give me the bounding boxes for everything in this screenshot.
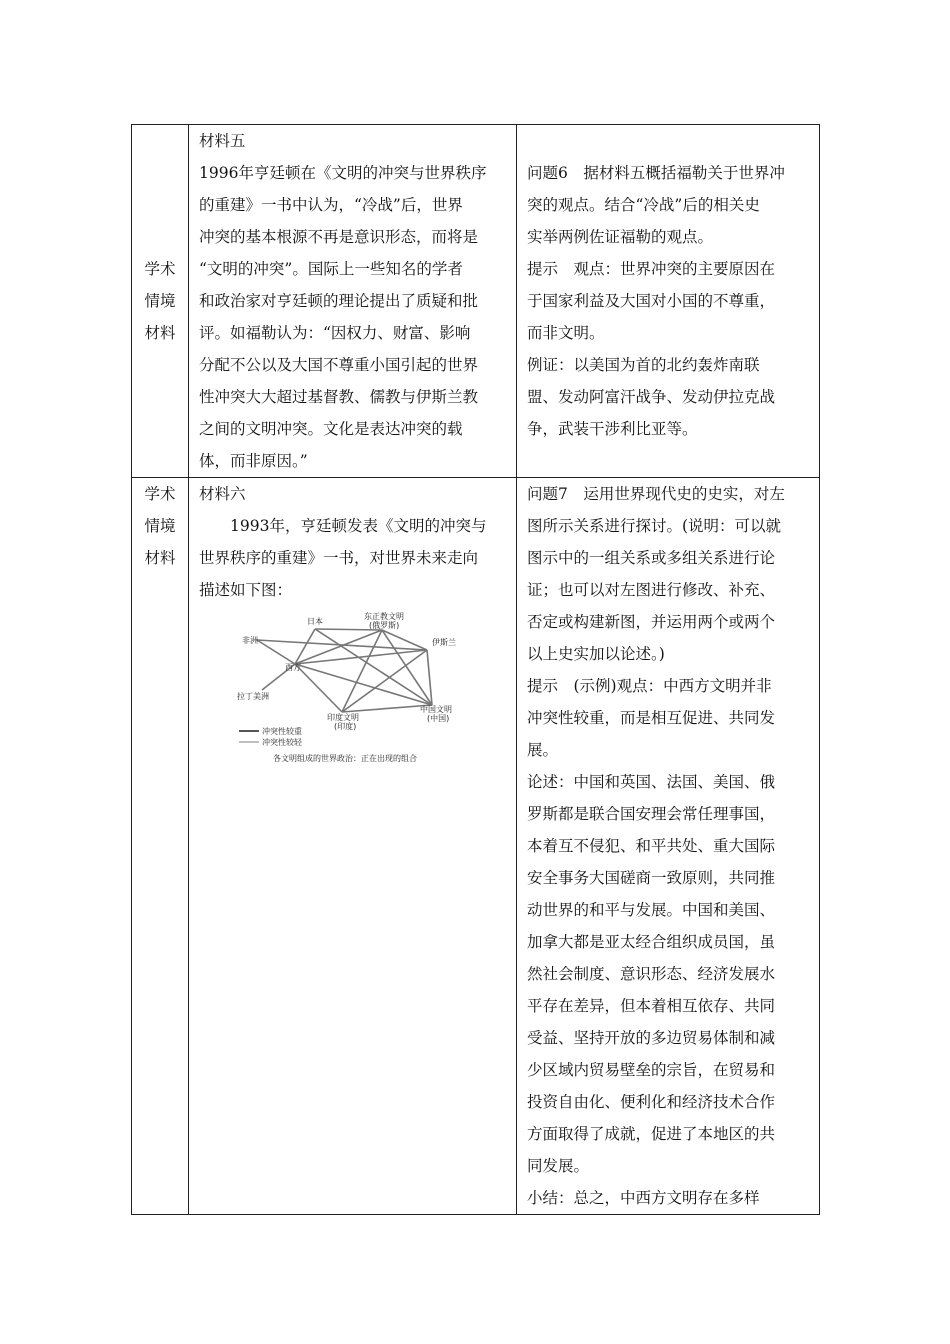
link-islam-india xyxy=(342,650,427,712)
civilization-diagram xyxy=(237,612,467,772)
row-label: 学术 情境 材料 xyxy=(132,125,189,478)
material-cell: 材料六 1993年，亨廷顿发表《文明的冲突与 世界秩序的重建》一书，对世界未来走向 描述如下图： 日本 东正教文明 (俄罗斯) 非洲 伊斯兰 西方 拉丁美洲 印度文明 (印度) 中国文明 (中国) 冲突性较重 冲突性较轻 各文明组成的世界政治：正在出现的组合 xyxy=(189,478,517,1215)
link-india-china xyxy=(342,705,432,712)
diagram-svg xyxy=(237,612,467,772)
content-table xyxy=(131,124,820,1215)
link-islam-china xyxy=(427,650,432,705)
node-africa: 非洲 xyxy=(242,636,258,645)
table-row xyxy=(132,478,820,1215)
row-label: 学术 情境 材料 xyxy=(132,478,189,1215)
node-india: 印度文明 xyxy=(327,713,359,722)
link-west-japan xyxy=(295,629,315,664)
link-orthodox-india xyxy=(342,630,382,712)
node-orthodox-sub: (俄罗斯) xyxy=(369,621,400,630)
node-orthodox: 东正教文明 xyxy=(364,612,404,621)
link-west-africa xyxy=(257,640,295,664)
link-africa-islam xyxy=(257,640,427,650)
material-title: 材料六 xyxy=(199,485,246,503)
node-china-sub: (中国) xyxy=(427,714,450,723)
node-japan: 日本 xyxy=(307,617,323,626)
material-title: 材料五 xyxy=(199,132,246,150)
node-latam: 拉丁美洲 xyxy=(237,692,269,701)
legend-light: 冲突性较轻 xyxy=(262,738,302,747)
node-west: 西方 xyxy=(285,663,301,672)
legend-heavy: 冲突性较重 xyxy=(262,727,302,736)
answer-cell: 问题7 运用世界现代史的史实，对左 图所示关系进行探讨。(说明：可以就 图示中的一组关系或多组关系进行论 证；也可以对左图进行修改、补充、 否定或构建新图，并运用两个或两个 以上史实加以论述。) 提示 (示例)观点：中西方文明并非 冲突性较重，而是相互促进、共同发 展。 论述：中国和英国、法国、美国、俄 罗斯都是联合国安理会常任理事国， 本着互不侵犯、和平共处、重大国际 安全事务大国磋商一致原则，共同推 动世界的和平与发展。中国和美国、 加拿大都是亚太经合组织成员国，虽 然社会制度、意识形态、经济发展水 平存在差异，但本着相互依存、共同 受益、坚持开放的多边贸易体制和减 少区域内贸易壁垒的宗旨，在贸易和 投资自由化、便利化和经济技术合作 方面取得了成就，促进了本地区的共 同发展。 小结：总之，中西方文明存在多样 xyxy=(517,478,820,1215)
diagram-caption: 各文明组成的世界政治：正在出现的组合 xyxy=(273,754,417,763)
node-china: 中国文明 xyxy=(420,705,452,714)
link-japan-china xyxy=(315,629,432,705)
table-row xyxy=(132,125,820,478)
node-islam: 伊斯兰 xyxy=(432,638,456,647)
node-india-sub: (印度) xyxy=(334,722,357,731)
answer-cell: 问题6 据材料五概括福勒关于世界冲 突的观点。结合“冷战”后的相关史 实举两例佐证福勒的观点。 提示 观点：世界冲突的主要原因在 于国家利益及大国对小国的不尊重， 而非文明。 例证：以美国为首的北约轰炸南联 盟、发动阿富汗战争、发动伊拉克战 争，武装干涉利比亚等。 xyxy=(517,125,820,478)
material-cell: 材料五 1996年亨廷顿在《文明的冲突与世界秩序 的重建》一书中认为，“冷战”后，世界 冲突的基本根源不再是意识形态，而将是 “文明的冲突”。国际上一些知名的学者 和政治家对亨廷顿的理论提出了质疑和批 评。如福勒认为：“因权力、财富、影响 分配不公以及大国不尊重小国引起的世界 性冲突大大超过基督教、儒教与伊斯兰教 之间的文明冲突。文化是表达冲突的载 体，而非原因。” xyxy=(189,125,517,478)
